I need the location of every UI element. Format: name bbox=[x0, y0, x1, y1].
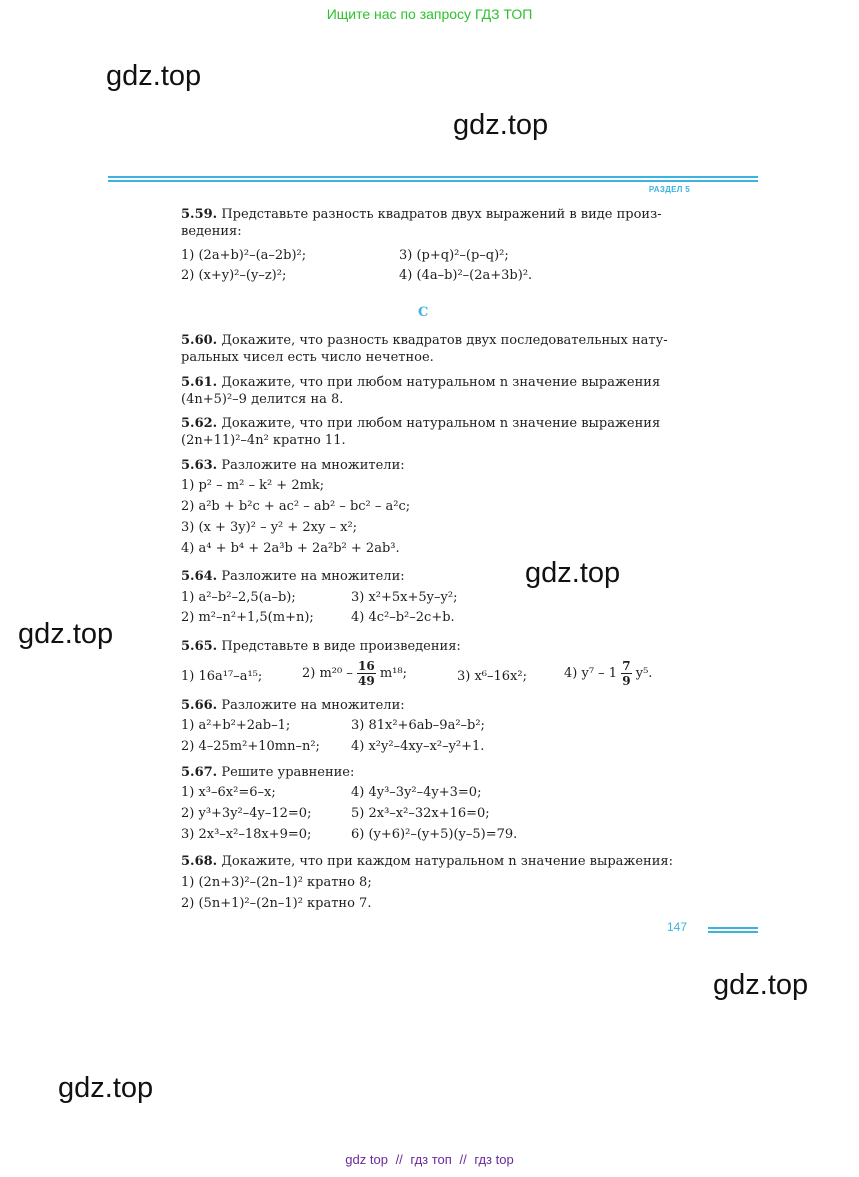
text-line: ведения: bbox=[181, 224, 242, 239]
footer-rule bbox=[708, 927, 758, 929]
footer-link[interactable]: гдз top bbox=[474, 1152, 514, 1167]
text-line: ральных чисел есть число нечетное. bbox=[181, 350, 434, 365]
search-banner[interactable]: Ищите нас по запросу ГДЗ ТОП bbox=[326, 6, 533, 22]
task-item: 1) 16a¹⁷–a¹⁵; bbox=[181, 669, 263, 684]
task-item: 3) x²+5x+5y–y²; bbox=[351, 590, 458, 605]
page-number: 147 bbox=[667, 920, 688, 934]
task-item: 2) (x+y)²–(y–z)²; bbox=[181, 268, 287, 283]
task-item: 1) a²+b²+2ab–1; bbox=[181, 718, 291, 733]
task-item: 4) 4c²–b²–2c+b. bbox=[351, 610, 455, 625]
task-item: 2) m²–n²+1,5(m+n); bbox=[181, 610, 314, 625]
fraction: $\frac{16}{49}$ bbox=[358, 659, 375, 688]
task-item: 1) (2a+b)²–(a–2b)²; bbox=[181, 248, 307, 263]
task-item: 2) m²⁰ – $\frac{16}{49}$ m¹⁸; bbox=[302, 659, 407, 688]
watermark: gdz.top bbox=[525, 557, 621, 589]
section-label: РАЗДЕЛ 5 bbox=[648, 185, 690, 194]
exercise-5-67: 5.67. Решите уравнение: bbox=[181, 765, 355, 780]
exercise-5-61: 5.61. Докажите, что при любом натуральном n значение выражения bbox=[181, 375, 661, 390]
footer-rule bbox=[708, 931, 758, 933]
task-item: 4) a⁴ + b⁴ + 2a³b + 2a²b² + 2ab³. bbox=[181, 541, 400, 556]
task-item: 4) x²y²–4xy–x²–y²+1. bbox=[351, 739, 485, 754]
task-item: 5) 2x³–x²–32x+16=0; bbox=[351, 806, 490, 821]
watermark: gdz.top bbox=[18, 618, 114, 650]
exercise-5-62: 5.62. Докажите, что при любом натуральном n значение выражения bbox=[181, 416, 661, 431]
exercise-5-65: 5.65. Представьте в виде произведения: bbox=[181, 639, 461, 654]
task-item: 2) (5n+1)²–(2n–1)² кратно 7. bbox=[181, 896, 372, 911]
task-item: 2) a²b + b²c + ac² – ab² – bc² – a²c; bbox=[181, 499, 411, 514]
task-item: 3) 2x³–x²–18x+9=0; bbox=[181, 827, 312, 842]
watermark: gdz.top bbox=[713, 969, 809, 1001]
exercise-5-66: 5.66. Разложите на множители: bbox=[181, 698, 405, 713]
header-rule bbox=[108, 176, 758, 178]
task-item: 3) x⁶–16x²; bbox=[457, 669, 527, 684]
watermark: gdz.top bbox=[453, 109, 549, 141]
footer-separator: // bbox=[459, 1152, 467, 1167]
exercise-5-60: 5.60. Докажите, что разность квадратов двух последовательных нату- bbox=[181, 333, 668, 348]
watermark: gdz.top bbox=[58, 1072, 154, 1104]
exercise-5-63: 5.63. Разложите на множители: bbox=[181, 458, 405, 473]
exercise-5-59: 5.59. Представьте разность квадратов двух выражений в виде произ- bbox=[181, 207, 662, 222]
task-item: 3) (p+q)²–(p–q)²; bbox=[399, 248, 509, 263]
task-item: 6) (y+6)²–(y+5)(y–5)=79. bbox=[351, 827, 518, 842]
footer-link[interactable]: гдз топ bbox=[410, 1152, 452, 1167]
fraction: $\frac{7}{9}$ bbox=[622, 659, 631, 688]
footer-separator: // bbox=[395, 1152, 403, 1167]
task-item: 4) y⁷ – 1 $\frac{7}{9}$ y⁵. bbox=[564, 659, 653, 688]
footer-links bbox=[0, 1152, 859, 1167]
task-item: 1) p² – m² – k² + 2mk; bbox=[181, 478, 325, 493]
task-item: 4) 4y³–3y²–4y+3=0; bbox=[351, 785, 482, 800]
exercise-5-68: 5.68. Докажите, что при каждом натуральном n значение выражения: bbox=[181, 854, 673, 869]
text-line: (2n+11)²–4n² кратно 11. bbox=[181, 433, 346, 448]
level-letter: C bbox=[418, 305, 429, 320]
footer-link[interactable]: gdz top bbox=[345, 1152, 388, 1167]
task-item: 1) (2n+3)²–(2n–1)² кратно 8; bbox=[181, 875, 372, 890]
task-item: 2) y³+3y²–4y–12=0; bbox=[181, 806, 312, 821]
task-item: 3) 81x²+6ab–9a²–b²; bbox=[351, 718, 485, 733]
task-item: 4) (4a–b)²–(2a+3b)². bbox=[399, 268, 533, 283]
header-rule bbox=[108, 180, 758, 182]
task-item: 1) x³–6x²=6–x; bbox=[181, 785, 276, 800]
task-item: 3) (x + 3y)² – y² + 2xy – x²; bbox=[181, 520, 358, 535]
task-item: 1) a²–b²–2,5(a–b); bbox=[181, 590, 296, 605]
text-line: (4n+5)²–9 делится на 8. bbox=[181, 392, 344, 407]
task-item: 2) 4–25m²+10mn–n²; bbox=[181, 739, 320, 754]
exercise-5-64: 5.64. Разложите на множители: bbox=[181, 569, 405, 584]
watermark: gdz.top bbox=[106, 60, 202, 92]
